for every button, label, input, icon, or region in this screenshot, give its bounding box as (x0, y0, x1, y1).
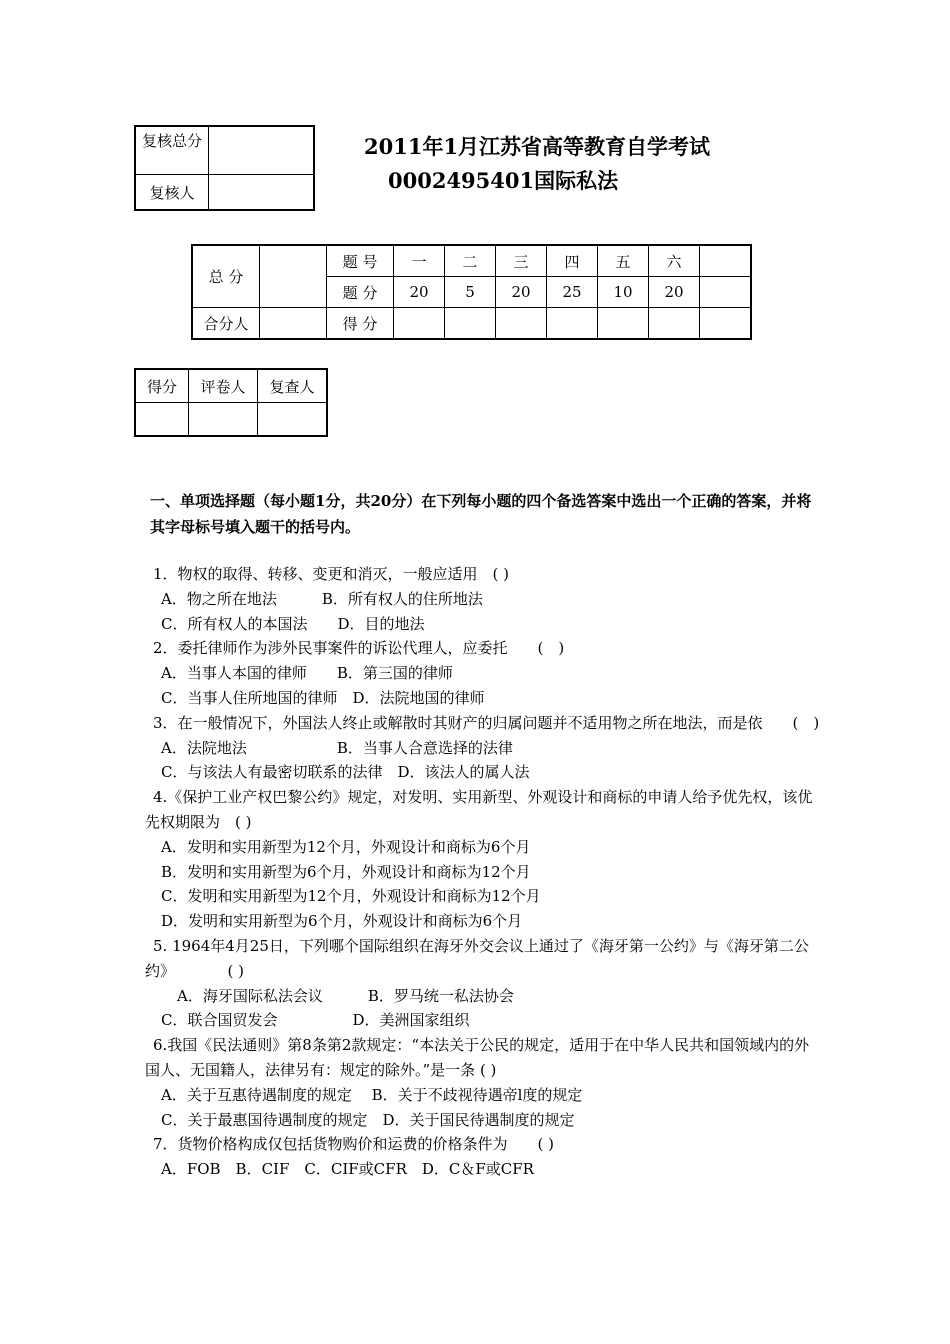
score-table (191, 244, 752, 340)
review-total-label: 复核总分 (135, 126, 209, 175)
question-no-2: 二 (445, 245, 496, 277)
question-stem: 5. 1964年4月25日，下列哪个国际组织在海牙外交会议上通过了《海牙第一公约》与《海牙第二公约》 ( ) (145, 936, 809, 980)
grader-score-cell (135, 403, 189, 437)
points-5: 10 (598, 277, 649, 308)
question-stem: 3．在一般情况下，外国法人终止或解散时其财产的归属问题并不适用物之所在地法，而是依 ( ) (153, 713, 820, 732)
score-cell-5 (598, 308, 649, 340)
points-6: 20 (649, 277, 700, 308)
reviewer-label: 复核人 (135, 175, 209, 211)
points-3: 20 (496, 277, 547, 308)
question-stem: 2．委托律师作为涉外民事案件的诉讼代理人，应委托 ( ) (153, 639, 565, 658)
question-option: A．FOB B．CIF C．CIF或CFR D．C＆F或CFR (161, 1160, 534, 1179)
question-no-6: 六 (649, 245, 700, 277)
section-instruction: 一、单项选择题（每小题1分，共20分）在下列每小题的四个备选答案中选出一个正确的答案，并将其字母标号填入题干的括号内。 (150, 492, 812, 536)
question-option: A．法院地法 B．当事人合意选择的法律 (161, 738, 513, 757)
question-option: C．联合国贸发会 D．美洲国家组织 (161, 1011, 470, 1030)
checker-cell (258, 403, 328, 437)
question-no-3: 三 (496, 245, 547, 277)
grader-cell (189, 403, 258, 437)
question-option: A．关于互惠待遇制度的规定 B．关于不歧视待遇帝l度的规定 (161, 1085, 583, 1104)
question-stem: 7．货物价格构成仅包括货物购价和运费的价格条件为 ( ) (153, 1135, 555, 1154)
points-label: 题 分 (327, 277, 394, 308)
review-box (134, 125, 315, 211)
question-no-label: 题 号 (327, 245, 394, 277)
checker-label: 复查人 (258, 369, 328, 403)
question-option: A．物之所在地法 B．所有权人的住所地法 (161, 589, 483, 608)
score-label: 得 分 (327, 308, 394, 340)
question-no-blank (700, 245, 752, 277)
question-list (145, 562, 820, 1182)
total-score-label: 总 分 (192, 245, 260, 308)
combiner-label: 合分人 (192, 308, 260, 340)
score-cell-6 (649, 308, 700, 340)
score-cell-4 (547, 308, 598, 340)
question-option: D．发明和实用新型为6个月，外观设计和商标为6个月 (161, 912, 523, 931)
question-item (145, 1132, 820, 1182)
grader-score-label: 得分 (135, 369, 189, 403)
title-line2: 0002495401国际私法 (388, 168, 619, 193)
question-option: C．关于最惠国待遇制度的规定 D．关于国民待遇制度的规定 (161, 1110, 575, 1129)
question-option: A．发明和实用新型为12个月，外观设计和商标为6个月 (161, 837, 531, 856)
question-item (145, 711, 820, 785)
question-item (145, 1033, 820, 1132)
points-2: 5 (445, 277, 496, 308)
question-item (145, 562, 820, 636)
question-option: B．发明和实用新型为6个月，外观设计和商标为12个月 (161, 862, 531, 881)
question-option: C．发明和实用新型为12个月，外观设计和商标为12个月 (161, 887, 541, 906)
review-total-cell (209, 126, 315, 175)
question-option: C．当事人住所地国的律师 D．法院地国的律师 (161, 688, 485, 707)
reviewer-cell (209, 175, 315, 211)
question-option: A．当事人本国的律师 B．第三国的律师 (161, 664, 453, 683)
score-cell-2 (445, 308, 496, 340)
question-option: C．所有权人的本国法 D．目的地法 (161, 614, 425, 633)
question-item (145, 636, 820, 710)
question-item (145, 934, 820, 1033)
points-4: 25 (547, 277, 598, 308)
title-line1: 2011年1月江苏省高等教育自学考试 (364, 134, 711, 159)
question-stem: 1．物权的取得、转移、变更和消灭，一般应适用 ( ) (153, 565, 510, 583)
exam-title (364, 130, 710, 198)
points-blank (700, 277, 752, 308)
grader-label: 评卷人 (189, 369, 258, 403)
question-no-1: 一 (394, 245, 445, 277)
total-score-cell (260, 245, 327, 308)
points-1: 20 (394, 277, 445, 308)
score-cell-blank (700, 308, 752, 340)
question-no-5: 五 (598, 245, 649, 277)
question-stem: 6.我国《民法通则》第8条第2款规定：“本法关于公民的规定，适用于在中华人民共和国领域内的外国人、无国籍人，法律另有：规定的除外。”是一条 ( ) (145, 1036, 810, 1079)
score-cell-1 (394, 308, 445, 340)
question-no-4: 四 (547, 245, 598, 277)
question-option: C．与该法人有最密切联系的法律 D．该法人的属人法 (161, 763, 530, 782)
question-option: A．海牙国际私法会议 B．罗马统一私法协会 (177, 986, 514, 1005)
combiner-cell (260, 308, 327, 340)
score-cell-3 (496, 308, 547, 340)
question-stem: 4.《保护工业产权巴黎公约》规定，对发明、实用新型、外观设计和商标的申请人给予优先权，该优先权期限为 ( ) (145, 788, 813, 831)
question-item (145, 785, 820, 934)
grader-table (134, 368, 328, 437)
